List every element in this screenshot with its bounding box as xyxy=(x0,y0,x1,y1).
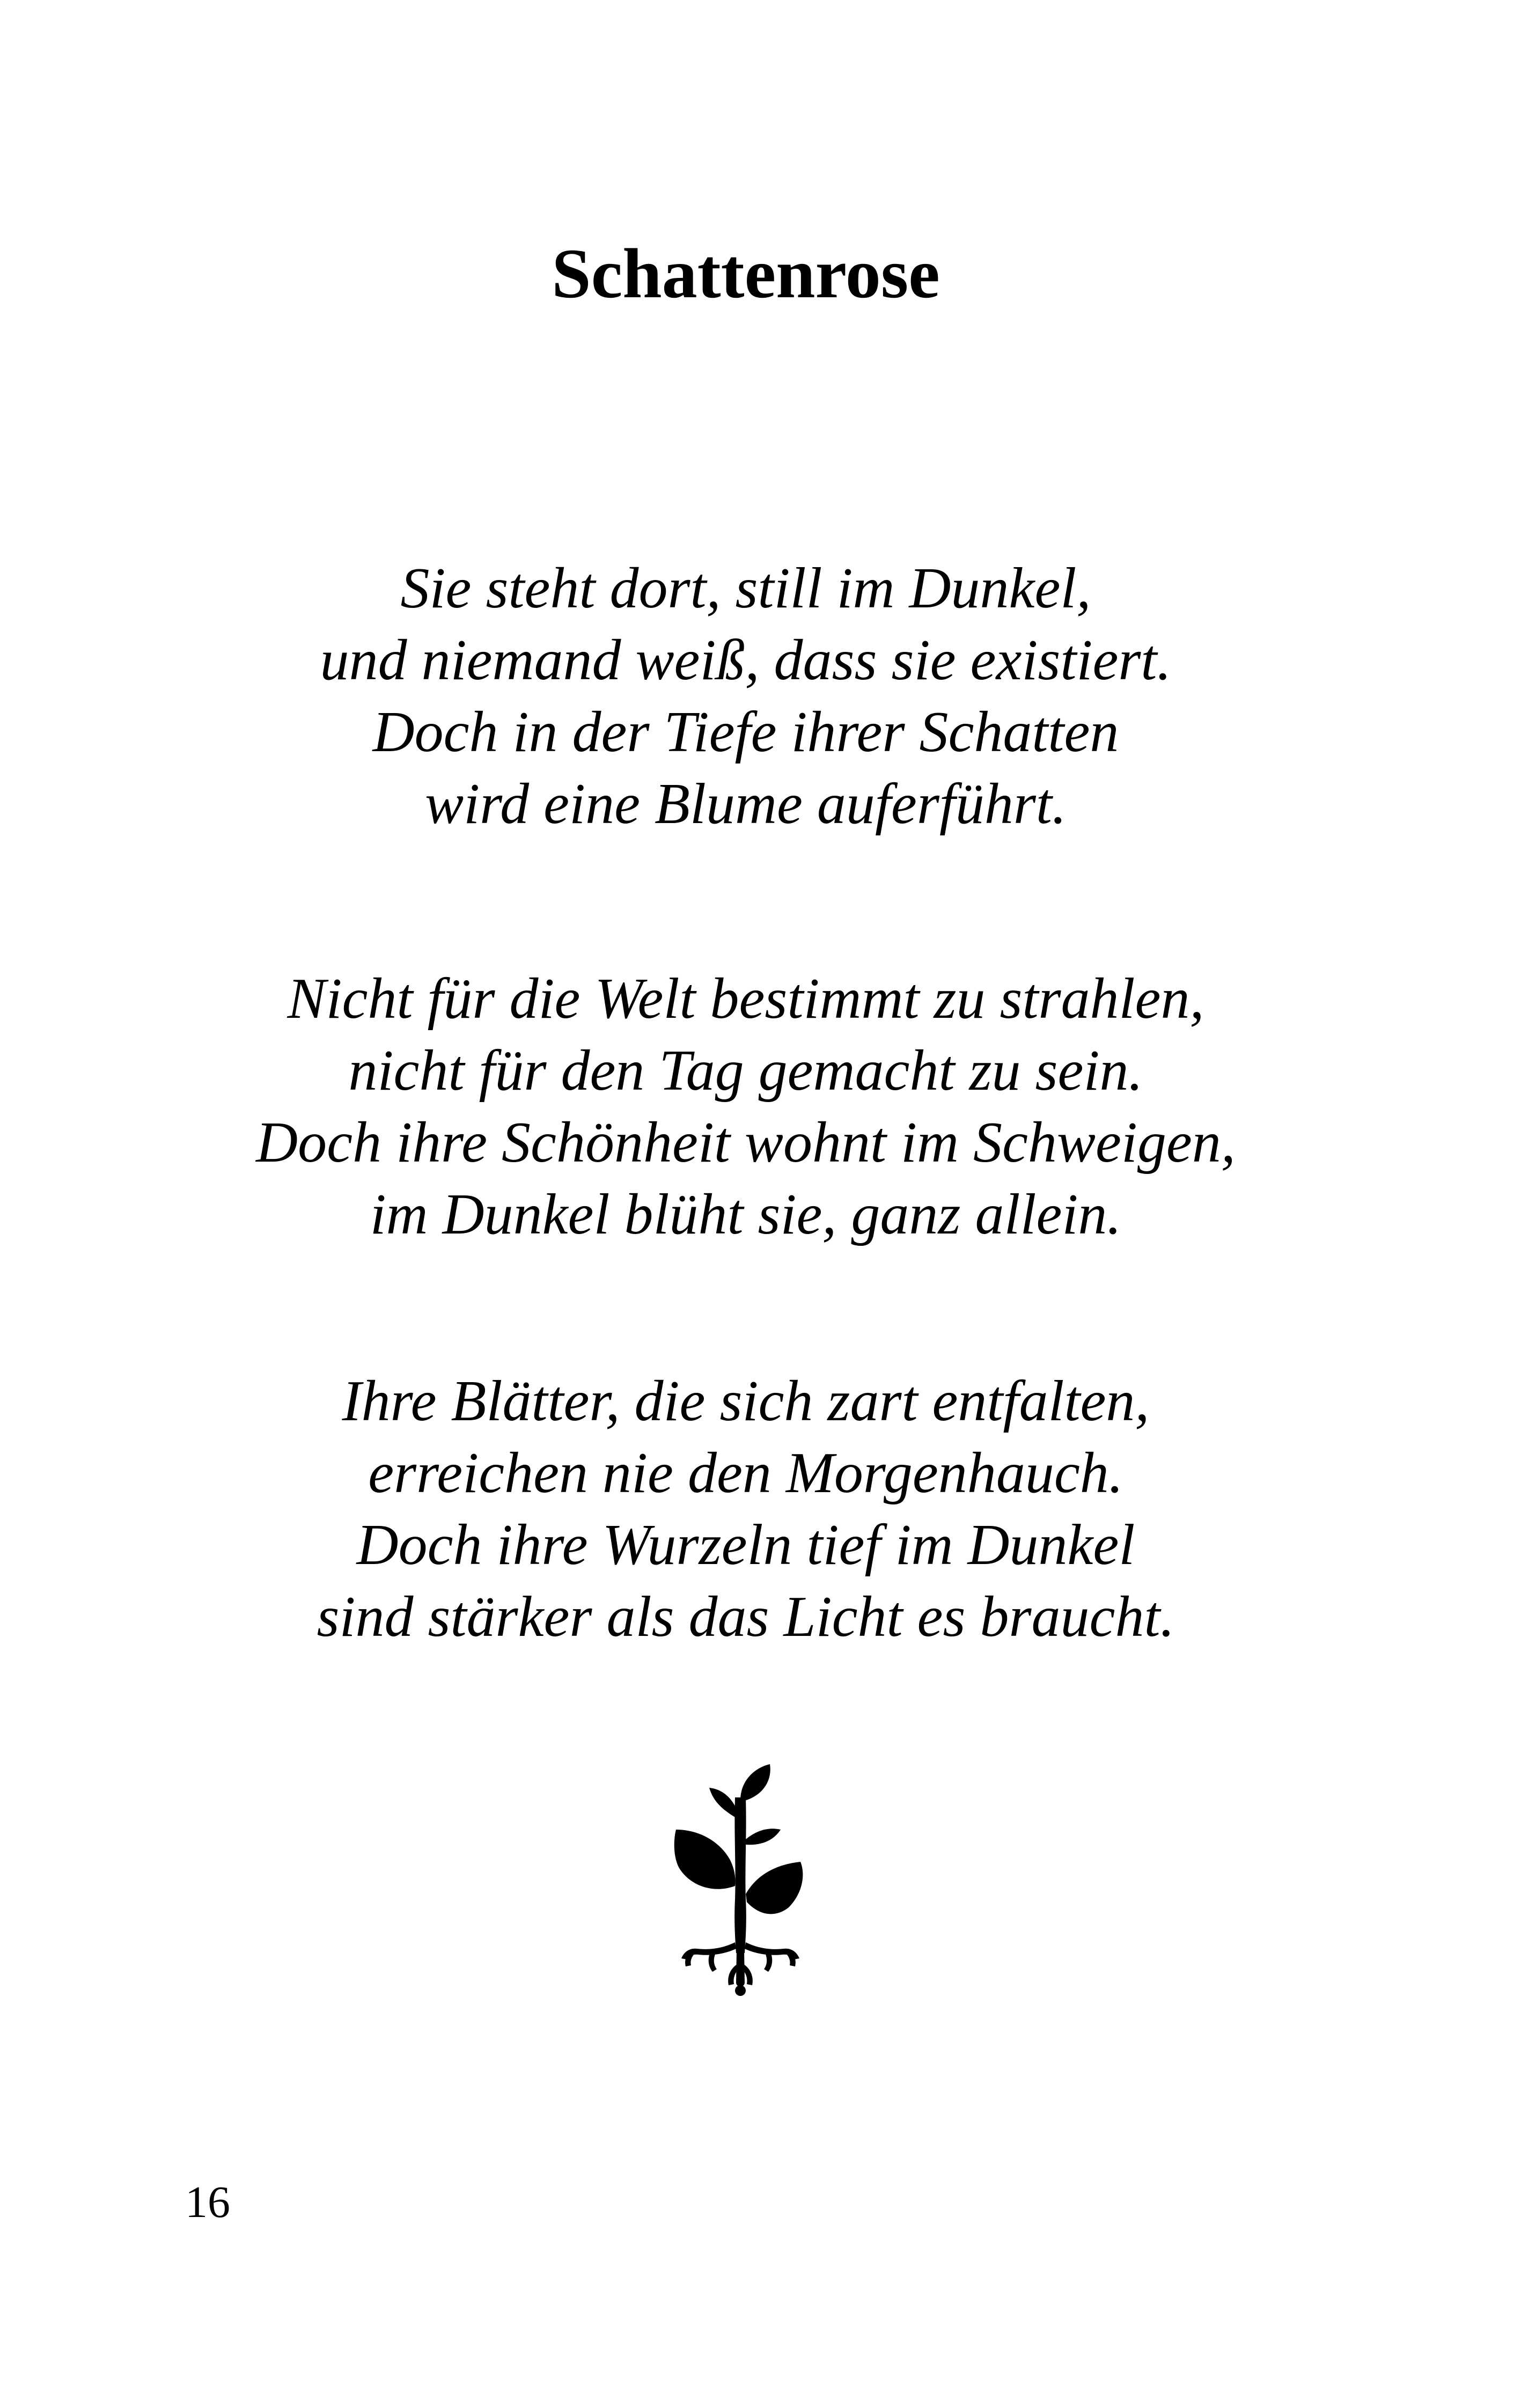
verse-line: Doch ihre Schönheit wohnt im Schweigen, xyxy=(256,1111,1236,1174)
sprout-with-roots-icon xyxy=(660,1760,821,2001)
stanza-3 xyxy=(0,1365,1491,1653)
verse-line: sind stärker als das Licht es braucht. xyxy=(317,1585,1175,1649)
poem-title: Schattenrose xyxy=(552,234,940,313)
verse-line: Sie steht dort, still im Dunkel, xyxy=(400,556,1091,620)
verse-line: Doch ihre Wurzeln tief im Dunkel xyxy=(356,1513,1135,1577)
stanza-1 xyxy=(0,553,1491,840)
verse-line: nicht für den Tag gemacht zu sein. xyxy=(348,1039,1143,1103)
verse-line: und niemand weiß, dass sie existiert. xyxy=(320,628,1172,692)
verse-line: Doch in der Tiefe ihrer Schatten xyxy=(372,700,1119,764)
verse-line: Ihre Blätter, die sich zart entfalten, xyxy=(342,1369,1150,1433)
verse-line: erreichen nie den Morgenhauch. xyxy=(368,1441,1123,1505)
verse-line: Nicht für die Welt bestimmt zu strahlen, xyxy=(287,967,1204,1031)
page-number: 16 xyxy=(185,2177,230,2227)
stanza-2 xyxy=(0,963,1491,1251)
verse-line: im Dunkel blüht sie, ganz allein. xyxy=(370,1183,1122,1246)
verse-line: wird eine Blume auferführt. xyxy=(425,772,1067,836)
